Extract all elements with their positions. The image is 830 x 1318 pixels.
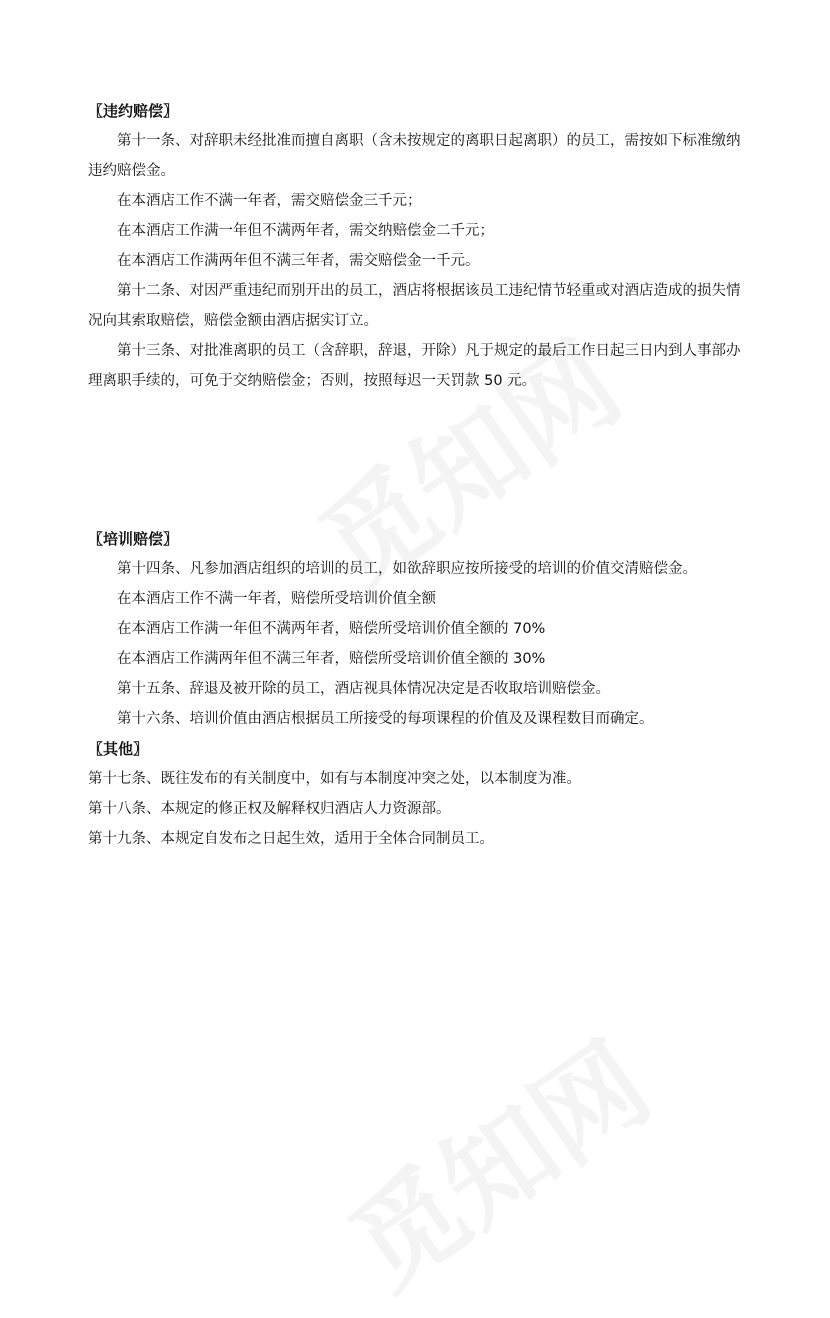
article-14-item-3: 在本酒店工作满两年但不满三年者，赔偿所受培训价值全额的 30% [117, 651, 546, 667]
article-11-item-2: 在本酒店工作满一年但不满两年者，需交纳赔偿金二千元； [117, 223, 494, 239]
article-14-item-2: 在本酒店工作满一年但不满两年者，赔偿所受培训价值全额的 70% [117, 621, 546, 637]
article-11-item-3: 在本酒店工作满两年但不满三年者，需交赔偿金一千元。 [117, 253, 480, 269]
article-18: 第十八条、本规定的修正权及解释权归酒店人力资源部。 [88, 801, 451, 817]
article-12: 第十二条、对因严重违纪而别开出的员工，酒店将根据该员工违纪情节轻重或对酒店造成的损失情况向其索取赔偿，赔偿金额由酒店据实订立。 [88, 283, 741, 329]
article-11-item-1: 在本酒店工作不满一年者，需交赔偿金三千元； [117, 193, 422, 209]
article-17: 第十七条、既往发布的有关制度中，如有与本制度冲突之处，以本制度为准。 [88, 771, 581, 787]
section-title-other: 〖其他〗 [88, 740, 149, 758]
document-page [88, 96, 748, 854]
article-16: 第十六条、培训价值由酒店根据员工所接受的每项课程的价值及及课程数目而确定。 [117, 711, 654, 727]
article-13: 第十三条、对批准离职的员工（含辞职，辞退，开除）凡于规定的最后工作日起三日内到人事部办理离职手续的，可免于交纳赔偿金；否则，按照每迟一天罚款 50 元。 [88, 343, 741, 389]
section-spacer [88, 396, 748, 524]
article-19: 第十九条、本规定自发布之日起生效，适用于全体合同制员工。 [88, 831, 494, 847]
article-11: 第十一条、对辞职未经批准而擅自离职（含未按规定的离职日起离职）的员工，需按如下标准缴纳违约赔偿金。 [88, 133, 741, 179]
article-15: 第十五条、辞退及被开除的员工，酒店视具体情况决定是否收取培训赔偿金。 [117, 681, 610, 697]
watermark-lower [315, 1000, 676, 1318]
section-title-training: 〖培训赔偿〗 [88, 530, 179, 548]
article-14: 第十四条、凡参加酒店组织的培训的员工，如欲辞职应按所接受的培训的价值交清赔偿金。 [117, 561, 697, 577]
section-title-breach: 〖违约赔偿〗 [88, 102, 179, 120]
article-14-item-1: 在本酒店工作不满一年者，赔偿所受培训价值全额 [117, 591, 436, 607]
